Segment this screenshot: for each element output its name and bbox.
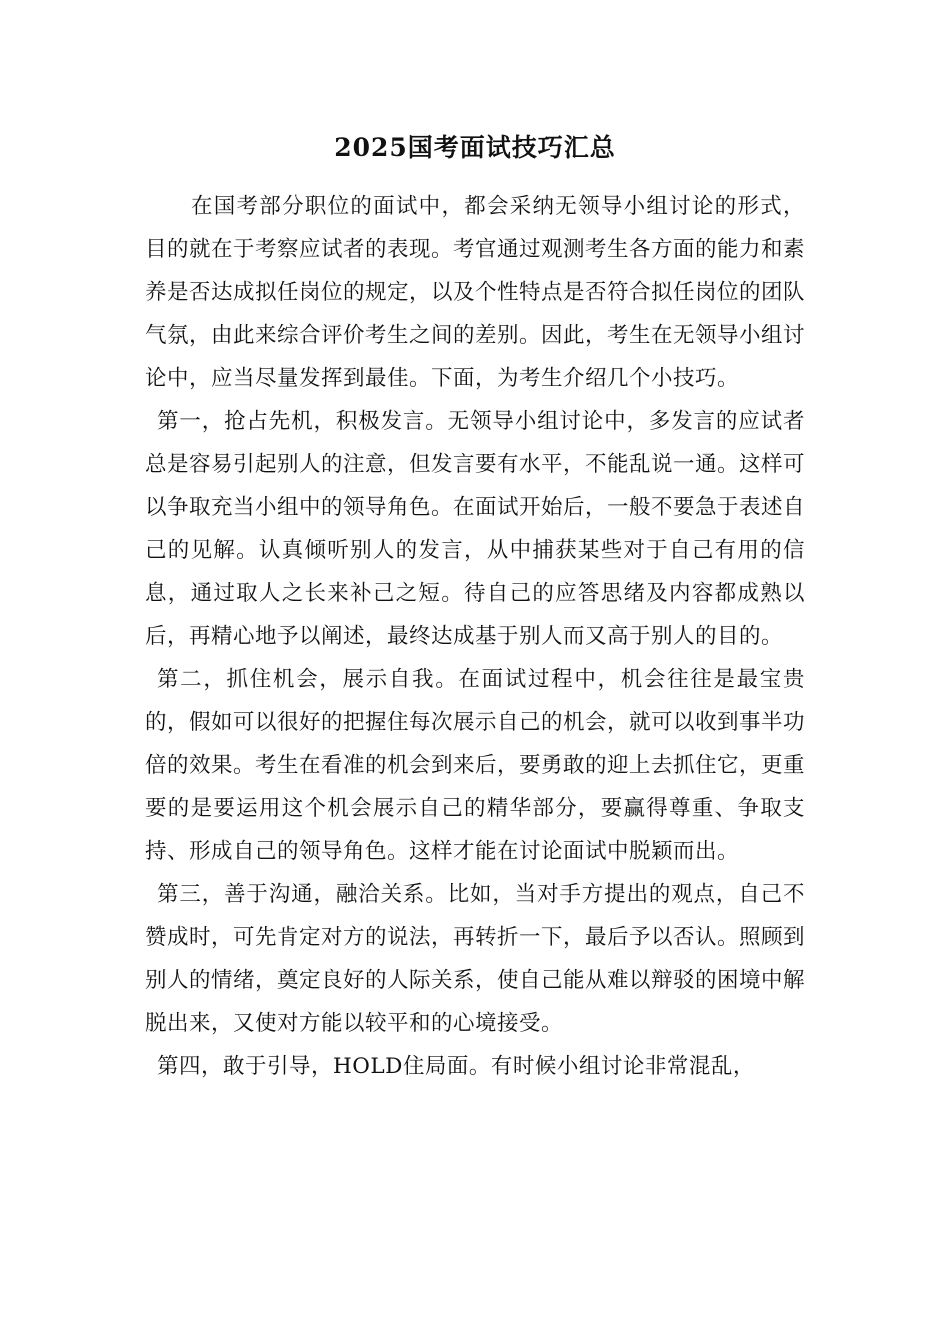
paragraph-tip-2: 第二，抓住机会，展示自我。在面试过程中，机会往往是最宝贵的，假如可以很好的把握住每次展示自己的机会，就可以收到事半功倍的效果。考生在看准的机会到来后，要勇敢的迎上去抓住它，更重要的是要运用这个机会展示自己的精华部分，要赢得尊重、争取支持、形成自己的领导角色。这样才能在讨论面试中脱颖而出。 xyxy=(145,667,806,864)
paragraph-intro: 在国考部分职位的面试中，都会采纳无领导小组讨论的形式，目的就在于考察应试者的表现。考官通过观测考生各方面的能力和素养是否达成拟任岗位的规定，以及个性特点是否符合拟任岗位的团队气氛，由此来综合评价考生之间的差别。因此，考生在无领导小组讨论中，应当尽量发挥到最佳。下面，为考生介绍几个小技巧。 xyxy=(145,194,806,391)
paragraph-tip-1: 第一，抢占先机，积极发言。无领导小组讨论中，多发言的应试者总是容易引起别人的注意，但发言要有水平，不能乱说一通。这样可以争取充当小组中的领导角色。在面试开始后，一般不要急于表述自己的见解。认真倾听别人的发言，从中捕获某些对于自己有用的信息，通过取人之长来补己之短。待自己的应答思绪及内容都成熟以后，再精心地予以阐述，最终达成基于别人而又高于别人的目的。 xyxy=(145,409,806,649)
document-body xyxy=(145,185,805,1088)
paragraph-tip-4: 第四，敢于引导，HOLD住局面。有时候小组讨论非常混乱， xyxy=(157,1054,755,1079)
paragraph-tip-3: 第三，善于沟通，融洽关系。比如，当对手方提出的观点，自己不赞成时，可先肯定对方的说法，再转折一下，最后予以否认。照顾到别人的情绪，奠定良好的人际关系，使自己能从难以辩驳的困境中解脱出来，又使对方能以较平和的心境接受。 xyxy=(145,882,806,1036)
document-title: 2025国考面试技巧汇总 xyxy=(334,133,616,162)
